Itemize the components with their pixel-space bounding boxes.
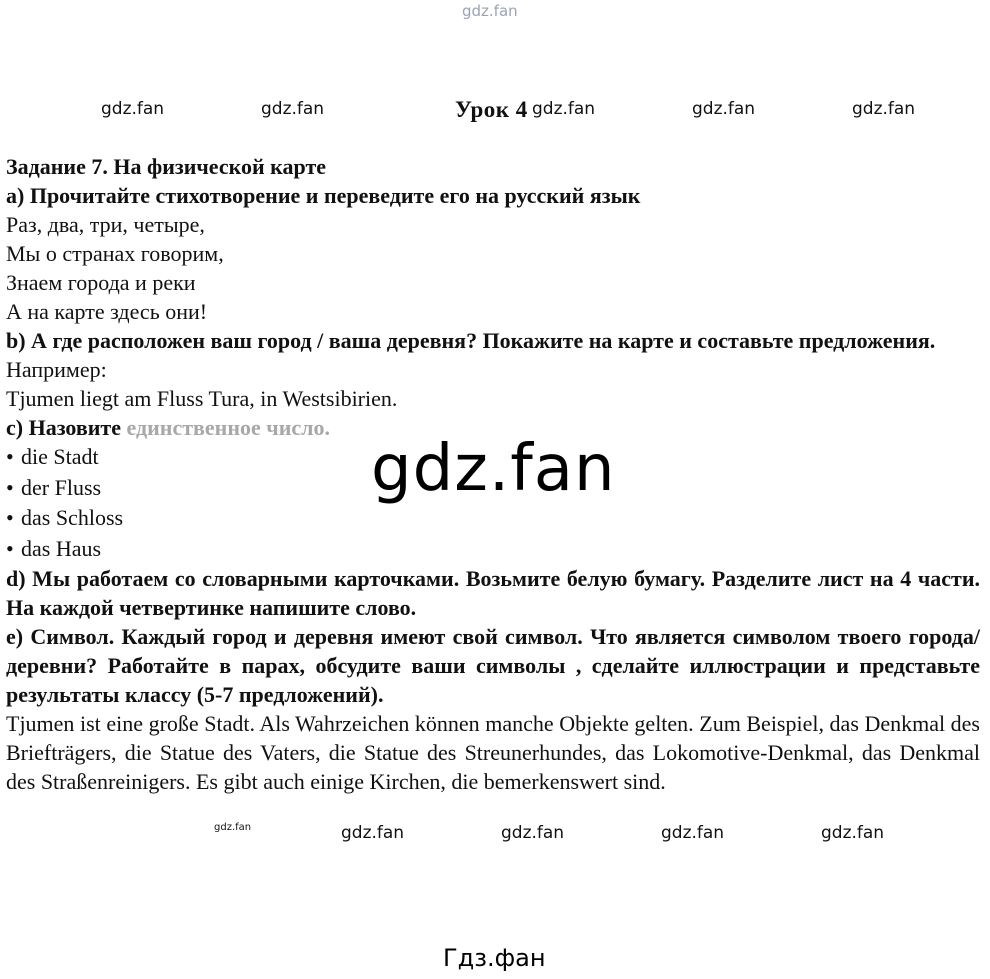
watermark-header-4: gdz.fan <box>692 99 756 119</box>
watermark-center: gdz.fan <box>371 432 616 506</box>
watermark-footer-1: gdz.fan <box>341 823 405 843</box>
part-d-instruction: d) Мы работаем со словарными карточками. Возьмите белую бумагу. Разделите лист на 4 части. На каждой четвертинке напишите слово. <box>6 566 980 620</box>
part-c-instruction-bold: c) Назовите <box>6 415 127 440</box>
list-item-text: der Fluss <box>21 474 102 500</box>
watermark-footer-3: gdz.fan <box>661 823 725 843</box>
part-e-answer: Tjumen ist eine große Stadt. Als Wahrzeichen können manche Objekte gelten. Zum Beispiel, das Denkmal des Briefträgers, die Statue des Vaters, die Statue des Streunerhundes, das Lokomotive-Denkmal, das Denkmal des Straßenreinigers. Es gibt auch einige Kirchen, die bemerkenswert sind. <box>6 711 980 794</box>
list-item <box>6 503 980 534</box>
bullet-icon: • <box>6 505 14 530</box>
bullet-icon: • <box>6 444 14 469</box>
list-item <box>6 534 980 565</box>
watermark-top: gdz.fan <box>462 2 518 20</box>
watermark-header-1: gdz.fan <box>101 99 165 119</box>
bullet-icon: • <box>6 474 14 500</box>
part-c-instruction-faded: единственное число. <box>126 415 330 440</box>
poem-line: Знаем города и реки <box>6 270 196 295</box>
lesson-title: Урок 4 <box>455 97 528 122</box>
part-e-instruction: e) Символ. Каждый город и деревня имеют свой символ. Что является символом твоего города/деревни? Работайте в парах, обсудите ваши символы , сделайте иллюстрации и представьте результаты классу (5-7 предложений). <box>6 624 980 707</box>
poem-line: А на карте здесь они! <box>6 299 208 324</box>
watermark-inline: gdz.fan <box>214 822 252 833</box>
list-item-text: das Haus <box>21 535 102 561</box>
list-item-text: das Schloss <box>21 505 124 530</box>
list-item-text: die Stadt <box>21 444 99 469</box>
watermark-header-5: gdz.fan <box>852 99 916 119</box>
part-a-instruction: a) Прочитайте стихотворение и переведите его на русский язык <box>6 183 641 208</box>
poem-line: Мы о странах говорим, <box>6 241 224 266</box>
watermark-footer-2: gdz.fan <box>501 823 565 843</box>
part-b-instruction: b) А где расположен ваш город / ваша деревня? Покажите на карте и составьте предложения. <box>6 328 936 353</box>
bullet-icon: • <box>6 535 14 561</box>
poem-line: Раз, два, три, четыре, <box>6 212 205 237</box>
example-label: Например: <box>6 357 107 382</box>
example-sentence: Tjumen liegt am Fluss Tura, in Westsibirien. <box>6 386 398 411</box>
watermark-header-3: gdz.fan <box>532 99 596 119</box>
watermark-bottom: Гдз.фан <box>443 944 546 972</box>
watermark-header-2: gdz.fan <box>261 99 325 119</box>
watermark-footer-4: gdz.fan <box>821 823 885 843</box>
task-title: Задание 7. На физической карте <box>6 154 327 179</box>
